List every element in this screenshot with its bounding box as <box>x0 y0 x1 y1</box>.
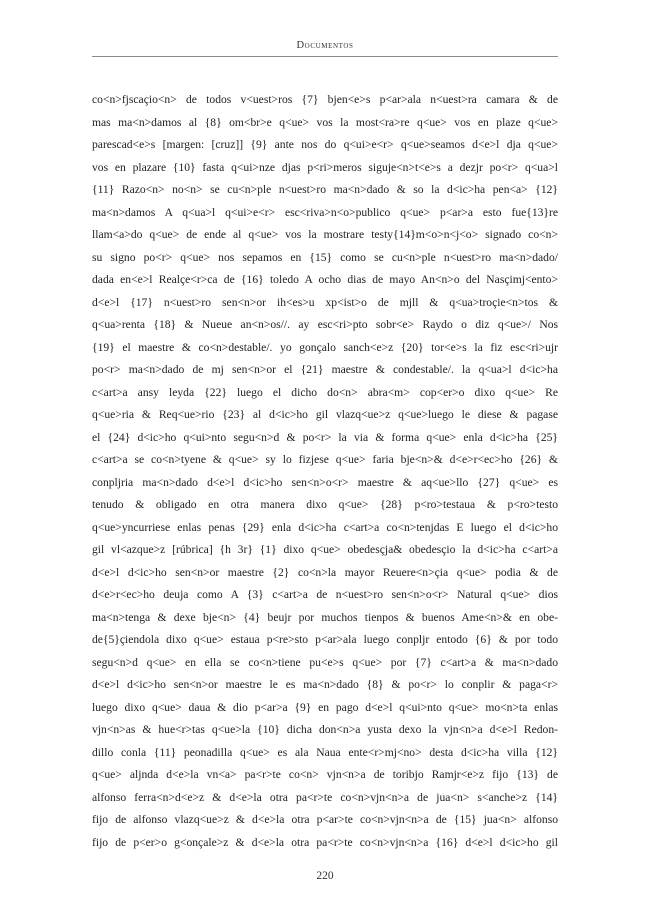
text-line: gil vl<azque>z [rúbrica] {h 3r} {1} dixo q<ue> obedesçja& obedesçio la d<ic>ha c<art>a <box>92 543 558 556</box>
text-line: alfonso ferra<n>d<e>z & d<e>la otra pa<r>te co<n>vjn<n>a de jua<n> s<anche>z {14} <box>92 790 558 804</box>
text-line: {11} Razo<n> no<n> se cu<n>ple n<uest>ro ma<n>dado & so la d<ic>ha pen<a> {12} <box>92 183 558 196</box>
text-line: d<e>l {17} n<uest>ro sen<n>or ih<es>u xp<ist>o de mjll & q<ua>troçie<n>tos & <box>92 295 558 309</box>
text-line: d<e>r<ec>ho deuja como A {3} c<art>a de n<uest>ro sen<n>o<r> Natural q<ue> dios <box>92 588 558 601</box>
text-line: fijo de alfonso vlazq<ue>z & d<e>la otra p<ar>te co<n>vjn<n>a de {15} jua<n> alfonso <box>92 813 558 826</box>
text-line: ma<n>damos A q<ua>l q<ui>e<r> esc<riva>n<o>publico q<ue> p<ar>a esto fue{13}re <box>92 205 558 219</box>
text-line: q<ue>yncurriese enlas penas {29} enla d<ic>ha c<art>a co<n>tenjdas E luego el d<ic>ho <box>92 520 558 534</box>
text-line: tenudo & obligado en otra manera dixo q<ue> {28} p<ro>testaua & p<ro>testo <box>92 498 558 511</box>
text-line: d<e>l d<ic>ho sen<n>or maestre le es ma<n>dado {8} & po<r> lo conplir & paga<r> <box>92 678 558 691</box>
text-line: po<r> ma<n>dado de mj sen<n>or el {21} maestre & condestable/. la q<ua>l d<ic>ha <box>92 363 558 376</box>
page-number: 220 <box>316 870 334 882</box>
text-line: luego dixo q<ue> daua & dio p<ar>a {9} en pago d<e>l q<ui>nto q<ue> mo<n>ta enlas <box>92 700 558 714</box>
text-line: fijo de p<er>o g<onçale>z & d<e>la otra pa<r>te co<n>vjn<n>a {16} d<e>l d<ic>ho gil <box>92 835 558 849</box>
text-line: parescad<e>s [margen: [cruz]] {9} ante nos do q<ui>e<r> q<ue>seamos d<e>l dja q<ue> <box>92 138 558 151</box>
text-line: mas ma<n>damos al {8} om<br>e q<ue> vos la most<ra>re q<ue> vos en plaze q<ue> <box>92 115 558 129</box>
text-line: c<art>a ansy leyda {22} luego el dicho do<n> abra<m> cop<er>o dixo q<ue> Re <box>92 385 558 399</box>
running-header: Documentos <box>296 40 354 51</box>
text-line: d<e>l d<ic>ho sen<n>or maestre {2} co<n>la mayor Reuere<n>çia q<ue> podia & de <box>92 565 558 579</box>
text-line: su signo po<r> q<ue> nos sepamos en {15} como se cu<n>ple n<uest>ro ma<n>dado/ <box>92 250 558 264</box>
text-line: q<ue>ria & Req<ue>rio {23} al d<ic>ho gil vlazq<ue>z q<ue>luego le diese & pagase <box>92 408 558 421</box>
text-line: conpljria ma<n>dado d<e>l d<ic>ho sen<n>o<r> maestre & aq<ue>llo {27} q<ue> es <box>92 475 558 489</box>
text-line: vjn<n>as & hue<r>tas q<ue>la {10} dicha don<n>a yusta dexo la vjn<n>a d<e>l Redon- <box>92 723 558 736</box>
text-line: co<n>fjscaçio<n> de todos v<uest>ros {7} bjen<e>s p<ar>ala n<uest>ra camara & de <box>92 93 558 106</box>
text-line: el {24} d<ic>ho q<ui>nto segu<n>d & po<r> la via & forma q<ue> enla d<ic>ha {25} <box>92 430 558 444</box>
text-line: c<art>a se co<n>tyene & q<ue> sy lo fizjese q<ue> faria bje<n>& d<e>r<ec>ho {26} & <box>92 453 558 466</box>
header-divider <box>92 56 558 57</box>
text-line: q<ue> aljnda d<e>la vn<a> pa<r>te co<n> vjn<n>a de toribjo Ramjr<e>z fijo {13} de <box>92 768 558 781</box>
text-line: vos en plazare {10} fasta q<ui>nze djas p<ri>meros siguje<n>t<e>s a dezjr po<r> q<ua>l <box>92 160 558 174</box>
text-line: segu<n>d q<ue> en ella se co<n>tiene pu<e>s q<ue> por {7} c<art>a & ma<n>dado <box>92 655 558 669</box>
text-line: llam<a>do q<ue> de ende al q<ue> vos la mostrare testy{14}m<o>n<j<o> signado co<n> <box>92 228 558 241</box>
document-body <box>92 89 558 854</box>
text-line: q<ua>renta {18} & Nueue an<n>os//. ay esc<ri>pto sobr<e> Raydo o diz q<ue>/ Nos <box>92 318 558 331</box>
text-line: dada en<e>l Realçe<r>ca de {16} toledo A ocho dias de mayo An<n>o del Nasçimj<ento> <box>92 273 558 286</box>
text-line: de{5}çiendola dixo q<ue> estaua p<re>sto p<ar>ala luego conpljr entodo {6} & por todo <box>92 633 558 646</box>
text-line: {19} el maestre & co<n>destable/. yo gonçalo sanch<e>z {20} tor<e>s la fiz esc<ri>ujr <box>92 340 558 354</box>
text-line: dillo conla {11} peonadilla q<ue> es ala Naua ente<r>mj<no> desta d<ic>ha villa {12} <box>92 745 558 759</box>
text-line: ma<n>tenga & dexe bje<n> {4} beujr por muchos tienpos & buenos Ame<n>& en obe- <box>92 610 558 624</box>
